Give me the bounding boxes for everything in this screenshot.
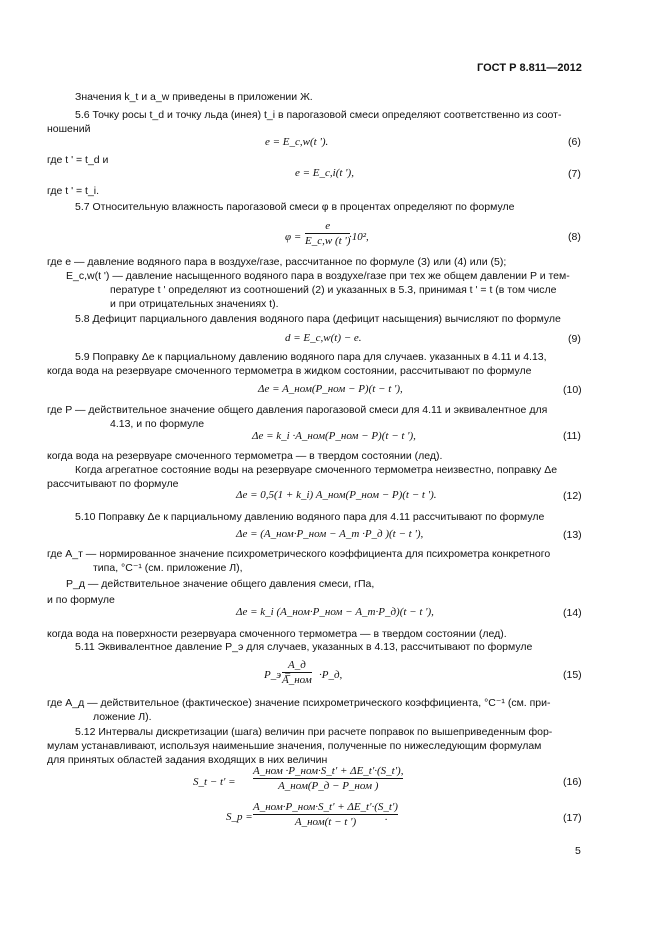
text-line: Когда агрегатное состояние воды на резервуаре смоченного термометра неизвестно, поправку Δe [75, 464, 558, 476]
formula-17-fraction [253, 801, 398, 828]
equation-number: (7) [568, 168, 581, 180]
formula-15-fraction [282, 659, 312, 686]
text-line: для принятых областей задания входящих в них величин [47, 754, 328, 766]
text-line: где A_т — нормированное значение психрометрического коэффициента для психрометра конкретного [47, 548, 551, 560]
equation-number: (15) [563, 669, 582, 681]
formula-17-denominator: A_ном(t − t ') [294, 816, 357, 828]
formula-8-denominator: E_c,w (t ') [305, 235, 351, 247]
fraction-bar [305, 233, 350, 234]
formula-17-left: S_p = [226, 811, 253, 823]
text-line: когда вода на поверхности резервуара смоченного термометра — в твердом состоянии (лед). [47, 628, 507, 640]
formula-6: e = E_c,w(t '). [265, 136, 329, 148]
text-line: ложение Л). [93, 711, 152, 723]
text-line: где P — действительное значение общего давления парогазовой смеси для 4.11 и эквивалентное для [47, 404, 548, 416]
text-line: 4.13, и по формуле [110, 418, 205, 430]
text-line: рассчитывают по формуле [47, 478, 179, 490]
formula-7: e = E_c,i(t '), [295, 167, 354, 179]
text-line: и при отрицательных значениях t). [110, 298, 279, 310]
formula-15-right: ·P_д, [319, 669, 343, 681]
fraction-bar [282, 672, 312, 673]
text-line: 5.10 Поправку Δe к парциальному давлению водяного пара для 4.11 рассчитывают по формуле [75, 511, 545, 523]
equation-number: (10) [563, 384, 582, 396]
formula-16-left: S_t − t' = [193, 776, 236, 788]
text-line: Значения k_t и a_w приведены в приложении Ж. [75, 91, 313, 103]
formula-15-numerator: A_д [287, 659, 306, 671]
formula-16-numerator: A_ном ·P_ном·S_t' + ΔE_t'·(S_t'), [253, 765, 404, 777]
formula-12: Δe = 0,5(1 + k_i) A_ном(P_ном − P)(t − t '). [236, 489, 437, 501]
text-line: где t ' = t_d и [47, 154, 109, 166]
text-line: где e — давление водяного пара в воздухе/газе, рассчитанное по формуле (3) или (4) или (5); [47, 256, 507, 268]
equation-number: (8) [568, 231, 581, 243]
formula-16-fraction [253, 765, 403, 792]
formula-10: Δe = A_ном(P_ном − P)(t − t '), [258, 383, 403, 395]
text-line: 5.7 Относительную влажность парогазовой смеси φ в процентах определяют по формуле [75, 201, 515, 213]
fraction-bar [253, 778, 403, 779]
text-line: где A_д — действительное (фактическое) значение психрометрического коэффициента, °C⁻¹ (см. при- [47, 697, 551, 709]
formula-17-right: . [385, 811, 388, 823]
formula-15-denominator: A_ном [282, 674, 312, 686]
equation-number: (17) [563, 812, 582, 824]
text-line: когда вода на резервуаре смоченного термометра в жидком состоянии, рассчитывают по формуле [47, 365, 532, 377]
text-line: 5.11 Эквивалентное давление P_э для случаев, указанных в 4.13, рассчитывают по формуле [75, 641, 533, 653]
text-line: ношений [47, 123, 91, 135]
formula-14: Δe = k_i (A_ном·P_ном − A_т·P_д)(t − t '), [236, 606, 434, 618]
text-line: пературе t ' определяют из соотношений (2) и указанных в 5.3, принимая t ' = t (в том числе [110, 284, 557, 296]
formula-16-denominator: A_ном(P_д − P_ном ) [278, 780, 379, 792]
equation-number: (12) [563, 490, 582, 502]
text-line: когда вода на резервуаре смоченного термометра — в твердом состоянии (лед). [47, 450, 443, 462]
text-line: 5.8 Дефицит парциального давления водяного пара (дефицит насыщения) вычисляют по формуле [75, 313, 561, 325]
equation-number: (9) [568, 333, 581, 345]
document-header: ГОСТ Р 8.811—2012 [477, 62, 582, 74]
text-line: и по формуле [47, 594, 115, 606]
text-line: мулам устанавливают, используя наименьшие значения, полученные по нижеследующим формулам [47, 740, 542, 752]
page-number: 5 [575, 845, 581, 857]
text-line: E_c,w(t ') — давление насыщенного водяного пара в воздухе/газе при тех же общем давлении P и тем- [66, 270, 570, 282]
formula-8-left: φ = [285, 231, 302, 243]
equation-number: (16) [563, 776, 582, 788]
formula-15-left: P_э = [264, 669, 292, 681]
equation-number: (13) [563, 529, 582, 541]
fraction-bar [253, 814, 398, 815]
text-line: 5.12 Интервалы дискретизации (шага) величин при расчете поправок по вышеприведенным фор- [75, 726, 553, 738]
formula-8-right: ·10², [349, 231, 369, 243]
formula-11: Δe = k_i ·A_ном(P_ном − P)(t − t '), [252, 430, 416, 442]
text-line: где t ' = t_i. [47, 185, 100, 197]
formula-13: Δe = (A_ном·P_ном − A_т ·P_д )(t − t '), [236, 528, 424, 540]
text-line: 5.9 Поправку Δe к парциальному давлению водяного пара для случаев. указанных в 4.11 и 4.13, [75, 351, 547, 363]
formula-17-numerator: A_ном·P_ном·S_t' + ΔE_t'·(S_t') [253, 801, 398, 813]
text-line: 5.6 Точку росы t_d и точку льда (инея) t_i в парогазовой смеси определяют соответственно из соот- [75, 109, 562, 121]
formula-8-numerator: e [325, 220, 331, 232]
text-line: типа, °C⁻¹ (см. приложение Л), [93, 562, 243, 574]
formula-9: d = E_c,w(t) − e. [285, 332, 362, 344]
formula-8-fraction [305, 220, 350, 247]
equation-number: (11) [563, 430, 581, 442]
equation-number: (14) [563, 607, 582, 619]
equation-number: (6) [568, 136, 581, 148]
text-line: P_д — действительное значение общего давления смеси, гПа, [66, 578, 375, 590]
